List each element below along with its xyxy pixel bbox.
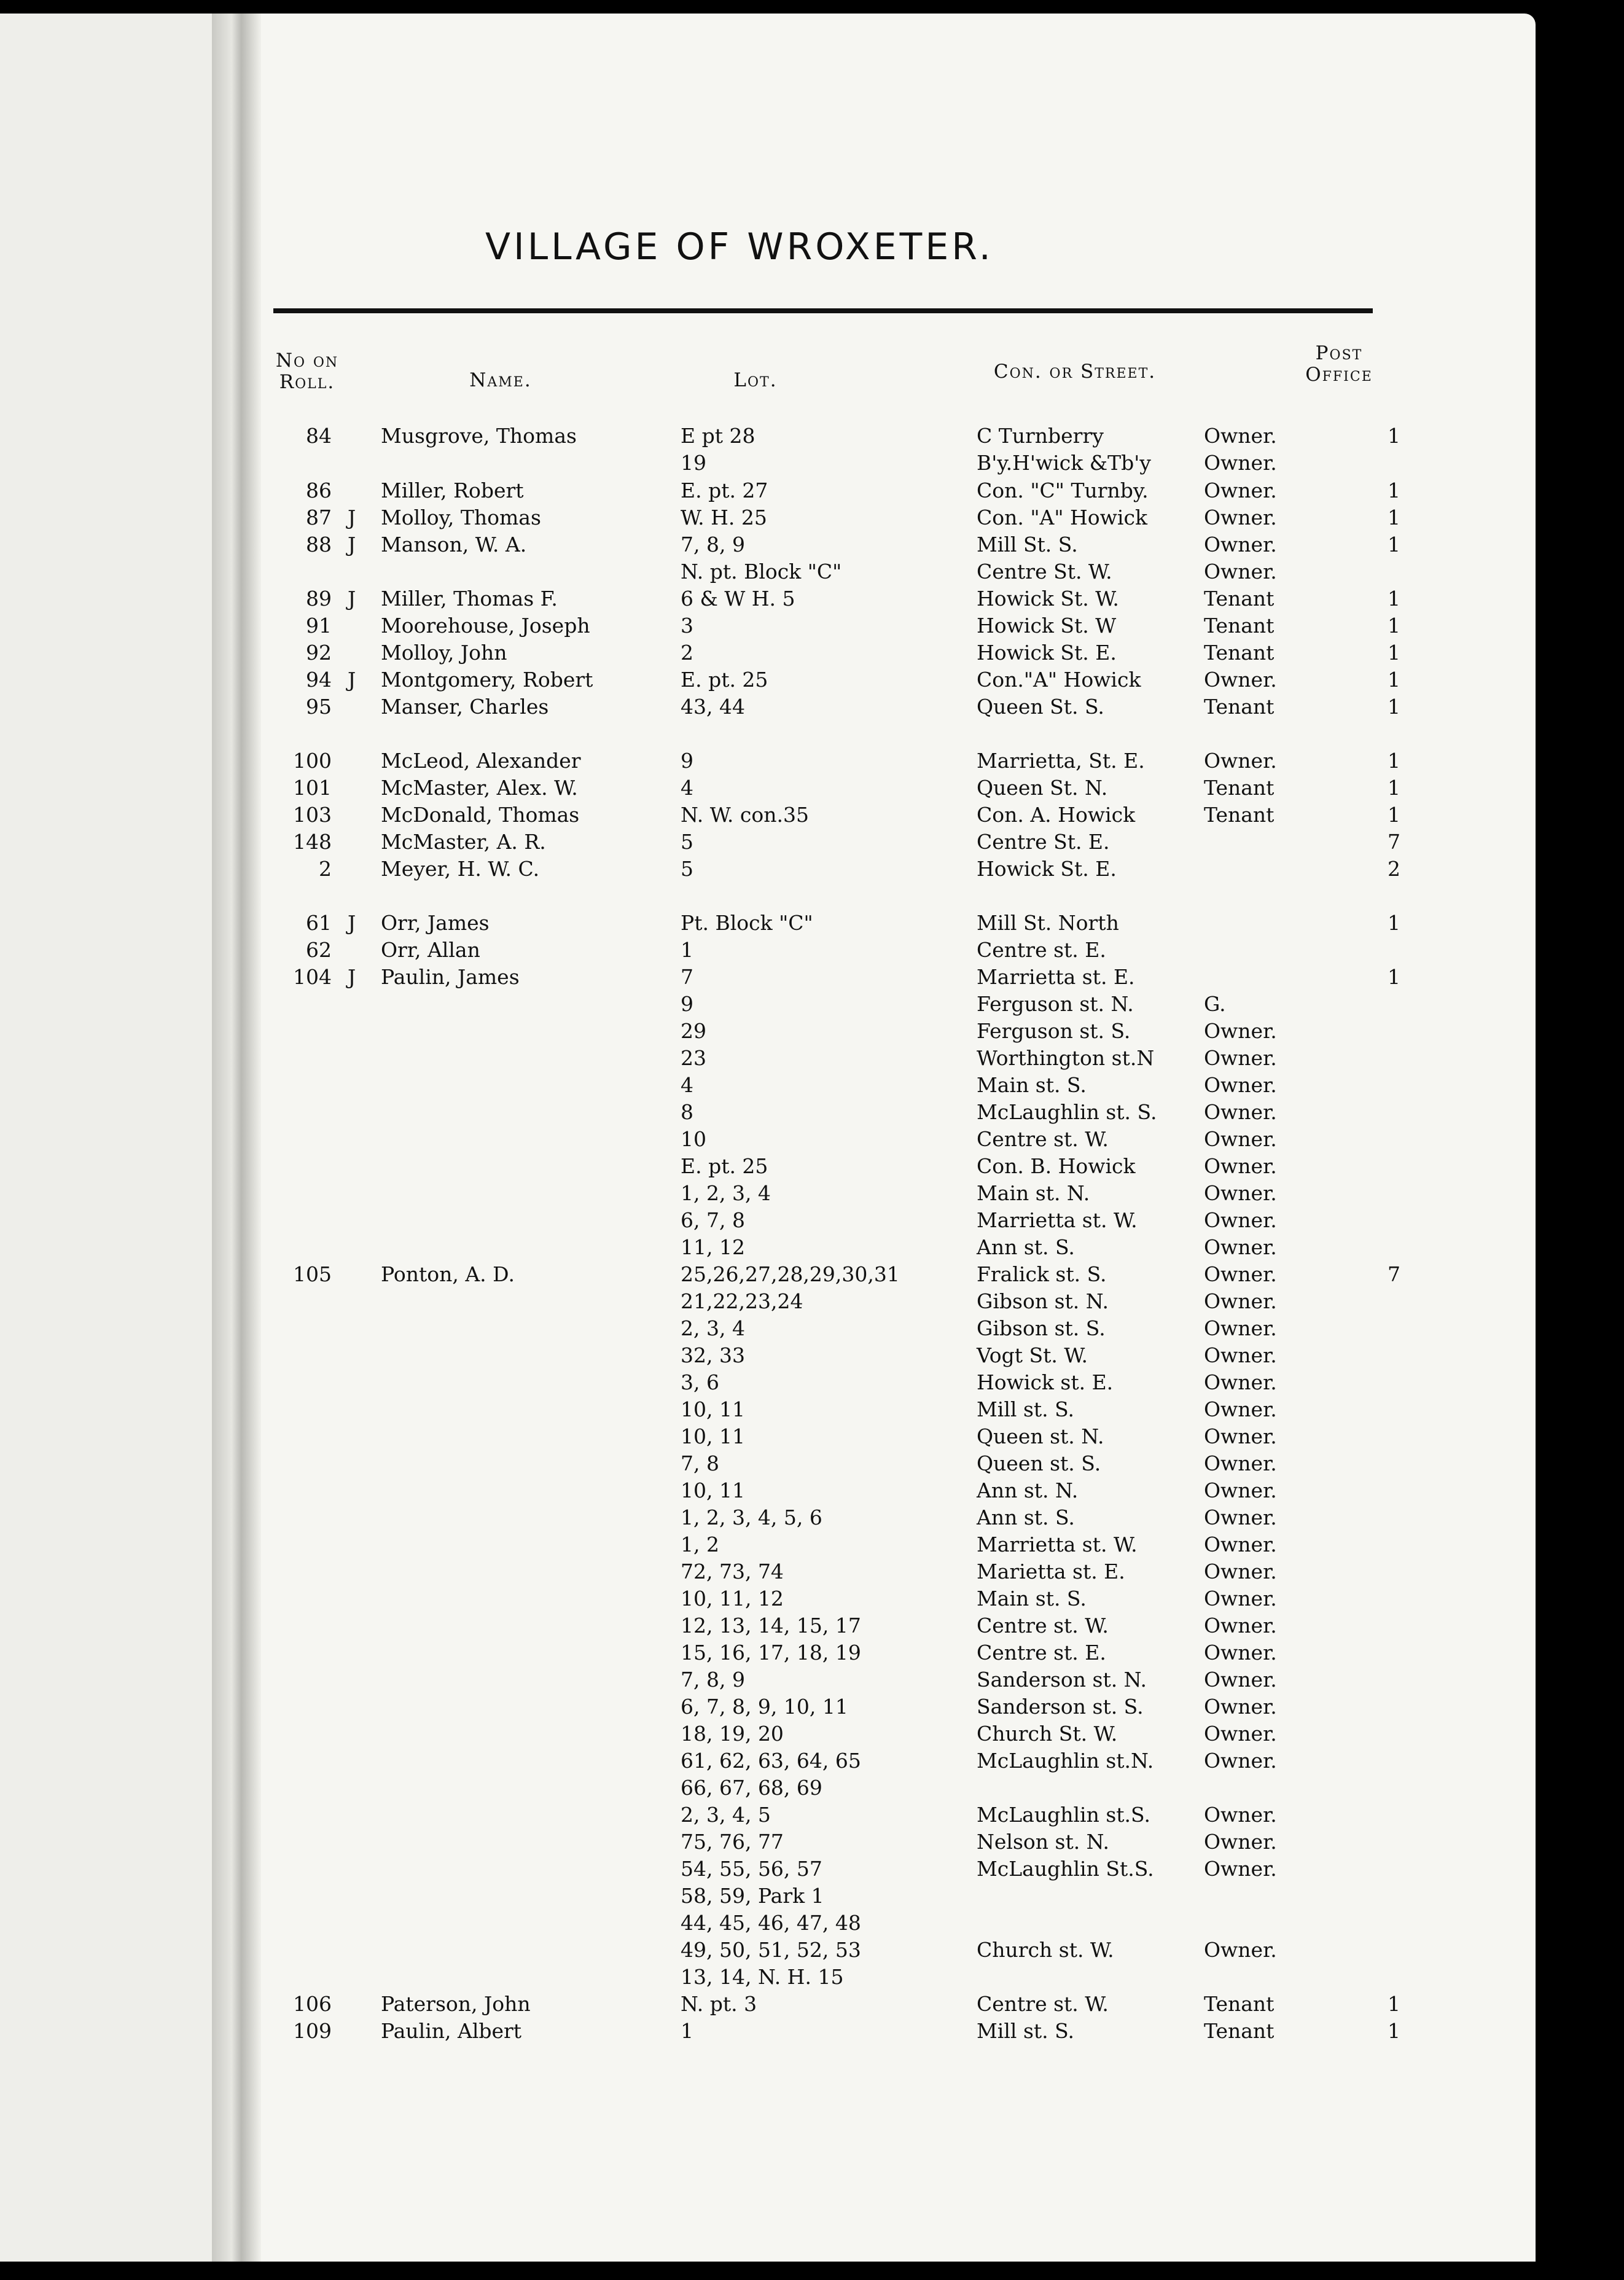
header-rule	[273, 308, 1373, 313]
tenure-status: Owner.	[1204, 1370, 1277, 1394]
con-or-street: Centre St. W.	[977, 560, 1112, 584]
post-office-number: 1	[1388, 776, 1400, 800]
roll-number: 106	[293, 1992, 332, 2016]
tenure-status: Owner.	[1204, 1749, 1277, 1773]
tenure-status: Owner.	[1204, 1424, 1277, 1448]
con-or-street: Ann st. S.	[977, 1505, 1075, 1529]
tenure-status: Tenant	[1204, 776, 1275, 800]
con-or-street: Queen st. S.	[977, 1451, 1101, 1475]
tenure-status: Tenant	[1204, 587, 1275, 611]
lot-number: 1	[681, 2019, 693, 2043]
lot-number: 15, 16, 17, 18, 19	[681, 1641, 861, 1665]
con-or-street: Fralick st. S.	[977, 1262, 1107, 1286]
tenure-status: Owner.	[1204, 533, 1277, 556]
lot-number: 13, 14, N. H. 15	[681, 1965, 844, 1989]
person-name: Meyer, H. W. C.	[381, 857, 540, 881]
person-name: Molloy, Thomas	[381, 506, 541, 529]
tenure-status: Tenant	[1204, 2019, 1275, 2043]
person-name: Paulin, James	[381, 965, 520, 989]
post-office-number: 1	[1388, 911, 1400, 935]
lot-number: 12, 13, 14, 15, 17	[681, 1614, 861, 1638]
tenure-status: G.	[1204, 992, 1226, 1016]
tenure-status: Owner.	[1204, 560, 1277, 584]
lot-number: 10, 11	[681, 1397, 745, 1421]
con-or-street: Howick St. W.	[977, 587, 1119, 611]
con-or-street: Vogt St. W.	[977, 1343, 1088, 1367]
lot-number: 29	[681, 1019, 706, 1043]
lot-number: 72, 73, 74	[681, 1560, 784, 1583]
roll-number: 88	[306, 533, 332, 556]
con-or-street: Queen St. S.	[977, 695, 1104, 719]
con-or-street: Main st. N.	[977, 1181, 1090, 1205]
tenure-status: Owner.	[1204, 1343, 1277, 1367]
voter-mark: J	[348, 533, 356, 556]
con-or-street: Ann st. N.	[977, 1478, 1079, 1502]
con-or-street: Marietta st. E.	[977, 1560, 1125, 1583]
page-title: VILLAGE OF WROXETER.	[485, 225, 994, 268]
con-or-street: Ann st. S.	[977, 1235, 1075, 1259]
person-name: Musgrove, Thomas	[381, 424, 577, 448]
lot-number: 7, 8	[681, 1451, 719, 1475]
tenure-status: Owner.	[1204, 1587, 1277, 1610]
lot-number: 2, 3, 4, 5	[681, 1803, 771, 1827]
tenure-status: Owner.	[1204, 1478, 1277, 1502]
lot-number: 10, 11, 12	[681, 1587, 784, 1610]
person-name: Molloy, John	[381, 641, 507, 665]
tenure-status: Owner.	[1204, 1316, 1277, 1340]
tenure-status: Owner.	[1204, 1181, 1277, 1205]
roll-number: 2	[319, 857, 332, 881]
con-or-street: McLaughlin St.S.	[977, 1857, 1154, 1881]
voter-mark: J	[348, 965, 356, 989]
tenure-status: Owner.	[1204, 1235, 1277, 1259]
header-name: Name.	[469, 369, 532, 391]
con-or-street: Marrietta st. E.	[977, 965, 1135, 989]
tenure-status: Owner.	[1204, 1073, 1277, 1097]
con-or-street: Centre st. W.	[977, 1127, 1109, 1151]
con-or-street: Marrietta, St. E.	[977, 749, 1145, 773]
lot-number: 9	[681, 992, 693, 1016]
lot-number: 6, 7, 8	[681, 1208, 745, 1232]
lot-number: N. pt. Block "C"	[681, 560, 842, 584]
person-name: McLeod, Alexander	[381, 749, 581, 773]
tenure-status: Owner.	[1204, 1154, 1277, 1178]
document-page	[0, 14, 1536, 2262]
lot-number: 75, 76, 77	[681, 1830, 784, 1854]
lot-number: 5	[681, 830, 693, 854]
person-name: Montgomery, Robert	[381, 668, 593, 692]
lot-number: 1, 2, 3, 4, 5, 6	[681, 1505, 822, 1529]
post-office-number: 1	[1388, 641, 1400, 665]
tenure-status: Owner.	[1204, 1262, 1277, 1286]
lot-number: 4	[681, 776, 693, 800]
post-office-number: 1	[1388, 424, 1400, 448]
con-or-street: Mill st. S.	[977, 1397, 1075, 1421]
con-or-street: Mill St. North	[977, 911, 1119, 935]
person-name: McDonald, Thomas	[381, 803, 580, 827]
con-or-street: Main st. S.	[977, 1073, 1087, 1097]
lot-number: 44, 45, 46, 47, 48	[681, 1911, 861, 1935]
tenure-status: Owner.	[1204, 1019, 1277, 1043]
lot-number: N. W. con.35	[681, 803, 809, 827]
lot-number: 32, 33	[681, 1343, 745, 1367]
tenure-status: Owner.	[1204, 1289, 1277, 1313]
lot-number: 2	[681, 641, 693, 665]
tenure-status: Owner.	[1204, 451, 1277, 475]
tenure-status: Owner.	[1204, 478, 1277, 502]
roll-number: 86	[306, 478, 332, 502]
roll-number: 101	[293, 776, 332, 800]
post-office-number: 1	[1388, 2019, 1400, 2043]
lot-number: 4	[681, 1073, 693, 1097]
lot-number: 21,22,23,24	[681, 1289, 803, 1313]
header-post-office: Post Office	[1305, 342, 1373, 386]
lot-number: 1	[681, 938, 693, 962]
person-name: Ponton, A. D.	[381, 1262, 515, 1286]
lot-number: 25,26,27,28,29,30,31	[681, 1262, 900, 1286]
con-or-street: Howick St. E.	[977, 857, 1117, 881]
post-office-number: 1	[1388, 965, 1400, 989]
con-or-street: Ferguson st. N.	[977, 992, 1134, 1016]
lot-number: 58, 59, Park 1	[681, 1884, 824, 1908]
con-or-street: Mill St. S.	[977, 533, 1078, 556]
roll-number: 61	[306, 911, 332, 935]
con-or-street: Con. "A" Howick	[977, 506, 1147, 529]
person-name: McMaster, A. R.	[381, 830, 546, 854]
post-office-number: 1	[1388, 587, 1400, 611]
post-office-number: 7	[1388, 1262, 1400, 1286]
tenure-status: Owner.	[1204, 1722, 1277, 1746]
con-or-street: Con. B. Howick	[977, 1154, 1136, 1178]
lot-number: 3	[681, 614, 693, 638]
lot-number: E pt 28	[681, 424, 755, 448]
person-name: Orr, James	[381, 911, 490, 935]
lot-number: 3, 6	[681, 1370, 719, 1394]
post-office-number: 1	[1388, 749, 1400, 773]
roll-number: 105	[293, 1262, 332, 1286]
lot-number: 7	[681, 965, 693, 989]
con-or-street: Gibson st. N.	[977, 1289, 1109, 1313]
con-or-street: Queen St. N.	[977, 776, 1108, 800]
con-or-street: Howick st. E.	[977, 1370, 1114, 1394]
post-office-number: 1	[1388, 1992, 1400, 2016]
con-or-street: McLaughlin st. S.	[977, 1100, 1157, 1124]
post-office-number: 1	[1388, 803, 1400, 827]
person-name: Manser, Charles	[381, 695, 549, 719]
post-office-number: 2	[1388, 857, 1400, 881]
header-lot: Lot.	[733, 369, 778, 391]
lot-number: 10, 11	[681, 1478, 745, 1502]
header-con-or-street: Con. or Street.	[993, 361, 1157, 383]
roll-number: 89	[306, 587, 332, 611]
post-office-number: 1	[1388, 533, 1400, 556]
tenure-status: Owner.	[1204, 1803, 1277, 1827]
lot-number: 23	[681, 1046, 706, 1070]
con-or-street: C Turnberry	[977, 424, 1104, 448]
tenure-status: Owner.	[1204, 1830, 1277, 1854]
lot-number: Pt. Block "C"	[681, 911, 813, 935]
lot-number: N. pt. 3	[681, 1992, 757, 2016]
lot-number: 9	[681, 749, 693, 773]
con-or-street: Centre St. E.	[977, 830, 1110, 854]
person-name: Paterson, John	[381, 1992, 531, 2016]
con-or-street: Worthington st.N	[977, 1046, 1155, 1070]
person-name: Paulin, Albert	[381, 2019, 522, 2043]
con-or-street: Con. "C" Turnby.	[977, 478, 1149, 502]
con-or-street: Con."A" Howick	[977, 668, 1141, 692]
con-or-street: Marrietta st. W.	[977, 1208, 1138, 1232]
lot-number: 7, 8, 9	[681, 533, 745, 556]
lot-number: 5	[681, 857, 693, 881]
tenure-status: Owner.	[1204, 1938, 1277, 1962]
lot-number: 54, 55, 56, 57	[681, 1857, 822, 1881]
tenure-status: Owner.	[1204, 1100, 1277, 1124]
con-or-street: Church St. W.	[977, 1722, 1118, 1746]
con-or-street: Mill st. S.	[977, 2019, 1075, 2043]
lot-number: 61, 62, 63, 64, 65	[681, 1749, 861, 1773]
lot-number: E. pt. 25	[681, 668, 768, 692]
lot-number: 8	[681, 1100, 693, 1124]
con-or-street: Centre st. E.	[977, 938, 1106, 962]
roll-number: 91	[306, 614, 332, 638]
tenure-status: Owner.	[1204, 1857, 1277, 1881]
person-name: Moorehouse, Joseph	[381, 614, 590, 638]
roll-number: 100	[293, 749, 332, 773]
tenure-status: Owner.	[1204, 506, 1277, 529]
person-name: Orr, Allan	[381, 938, 480, 962]
header-no-on-roll: No on Roll.	[275, 349, 339, 393]
lot-number: 6, 7, 8, 9, 10, 11	[681, 1695, 848, 1719]
con-or-street: Gibson st. S.	[977, 1316, 1106, 1340]
tenure-status: Owner.	[1204, 668, 1277, 692]
voter-mark: J	[348, 587, 356, 611]
con-or-street: Howick St. W	[977, 614, 1117, 638]
roll-number: 94	[306, 668, 332, 692]
con-or-street: Marrietta st. W.	[977, 1532, 1138, 1556]
tenure-status: Owner.	[1204, 749, 1277, 773]
tenure-status: Owner.	[1204, 1208, 1277, 1232]
lot-number: W. H. 25	[681, 506, 767, 529]
roll-number: 104	[293, 965, 332, 989]
roll-number: 87	[306, 506, 332, 529]
con-or-street: Main st. S.	[977, 1587, 1087, 1610]
tenure-status: Tenant	[1204, 641, 1275, 665]
con-or-street: Ferguson st. S.	[977, 1019, 1131, 1043]
tenure-status: Owner.	[1204, 1505, 1277, 1529]
con-or-street: Nelson st. N.	[977, 1830, 1109, 1854]
con-or-street: Centre st. E.	[977, 1641, 1106, 1665]
roll-number: 62	[306, 938, 332, 962]
person-name: Miller, Robert	[381, 478, 524, 502]
tenure-status: Owner.	[1204, 1397, 1277, 1421]
con-or-street: Queen st. N.	[977, 1424, 1104, 1448]
con-or-street: B'y.H'wick &Tb'y	[977, 451, 1151, 475]
roll-number: 148	[293, 830, 332, 854]
con-or-street: Sanderson st. N.	[977, 1668, 1147, 1692]
tenure-status: Owner.	[1204, 1695, 1277, 1719]
tenure-status: Owner.	[1204, 1046, 1277, 1070]
lot-number: E. pt. 27	[681, 478, 768, 502]
tenure-status: Owner.	[1204, 1668, 1277, 1692]
tenure-status: Owner.	[1204, 424, 1277, 448]
tenure-status: Owner.	[1204, 1451, 1277, 1475]
con-or-street: Centre st. W.	[977, 1614, 1109, 1638]
lot-number: 1, 2	[681, 1532, 719, 1556]
tenure-status: Owner.	[1204, 1532, 1277, 1556]
roll-number: 84	[306, 424, 332, 448]
roll-number: 109	[293, 2019, 332, 2043]
con-or-street: Sanderson st. S.	[977, 1695, 1144, 1719]
tenure-status: Owner.	[1204, 1127, 1277, 1151]
roll-number: 92	[306, 641, 332, 665]
tenure-status: Tenant	[1204, 803, 1275, 827]
con-or-street: Church st. W.	[977, 1938, 1114, 1962]
person-name: Manson, W. A.	[381, 533, 527, 556]
lot-number: 19	[681, 451, 706, 475]
lot-number: 1, 2, 3, 4	[681, 1181, 771, 1205]
tenure-status: Tenant	[1204, 614, 1275, 638]
voter-mark: J	[348, 506, 356, 529]
voter-mark: J	[348, 911, 356, 935]
person-name: McMaster, Alex. W.	[381, 776, 578, 800]
roll-number: 103	[293, 803, 332, 827]
tenure-status: Owner.	[1204, 1614, 1277, 1638]
voter-mark: J	[348, 668, 356, 692]
tenure-status: Owner.	[1204, 1560, 1277, 1583]
post-office-number: 1	[1388, 668, 1400, 692]
tenure-status: Owner.	[1204, 1641, 1277, 1665]
con-or-street: Howick St. E.	[977, 641, 1117, 665]
lot-number: 11, 12	[681, 1235, 745, 1259]
page-fold	[212, 14, 261, 2262]
lot-number: 7, 8, 9	[681, 1668, 745, 1692]
lot-number: 10	[681, 1127, 706, 1151]
con-or-street: Centre st. W.	[977, 1992, 1109, 2016]
person-name: Miller, Thomas F.	[381, 587, 558, 611]
lot-number: 49, 50, 51, 52, 53	[681, 1938, 861, 1962]
lot-number: 66, 67, 68, 69	[681, 1776, 822, 1800]
con-or-street: McLaughlin st.S.	[977, 1803, 1150, 1827]
post-office-number: 1	[1388, 506, 1400, 529]
post-office-number: 1	[1388, 614, 1400, 638]
lot-number: 18, 19, 20	[681, 1722, 784, 1746]
con-or-street: Con. A. Howick	[977, 803, 1136, 827]
previous-page-edge	[0, 14, 212, 2262]
con-or-street: McLaughlin st.N.	[977, 1749, 1154, 1773]
tenure-status: Tenant	[1204, 695, 1275, 719]
post-office-number: 1	[1388, 695, 1400, 719]
lot-number: 43, 44	[681, 695, 745, 719]
post-office-number: 7	[1388, 830, 1400, 854]
lot-number: 10, 11	[681, 1424, 745, 1448]
lot-number: 2, 3, 4	[681, 1316, 745, 1340]
lot-number: 6 & W H. 5	[681, 587, 795, 611]
roll-number: 95	[306, 695, 332, 719]
post-office-number: 1	[1388, 478, 1400, 502]
lot-number: E. pt. 25	[681, 1154, 768, 1178]
tenure-status: Tenant	[1204, 1992, 1275, 2016]
